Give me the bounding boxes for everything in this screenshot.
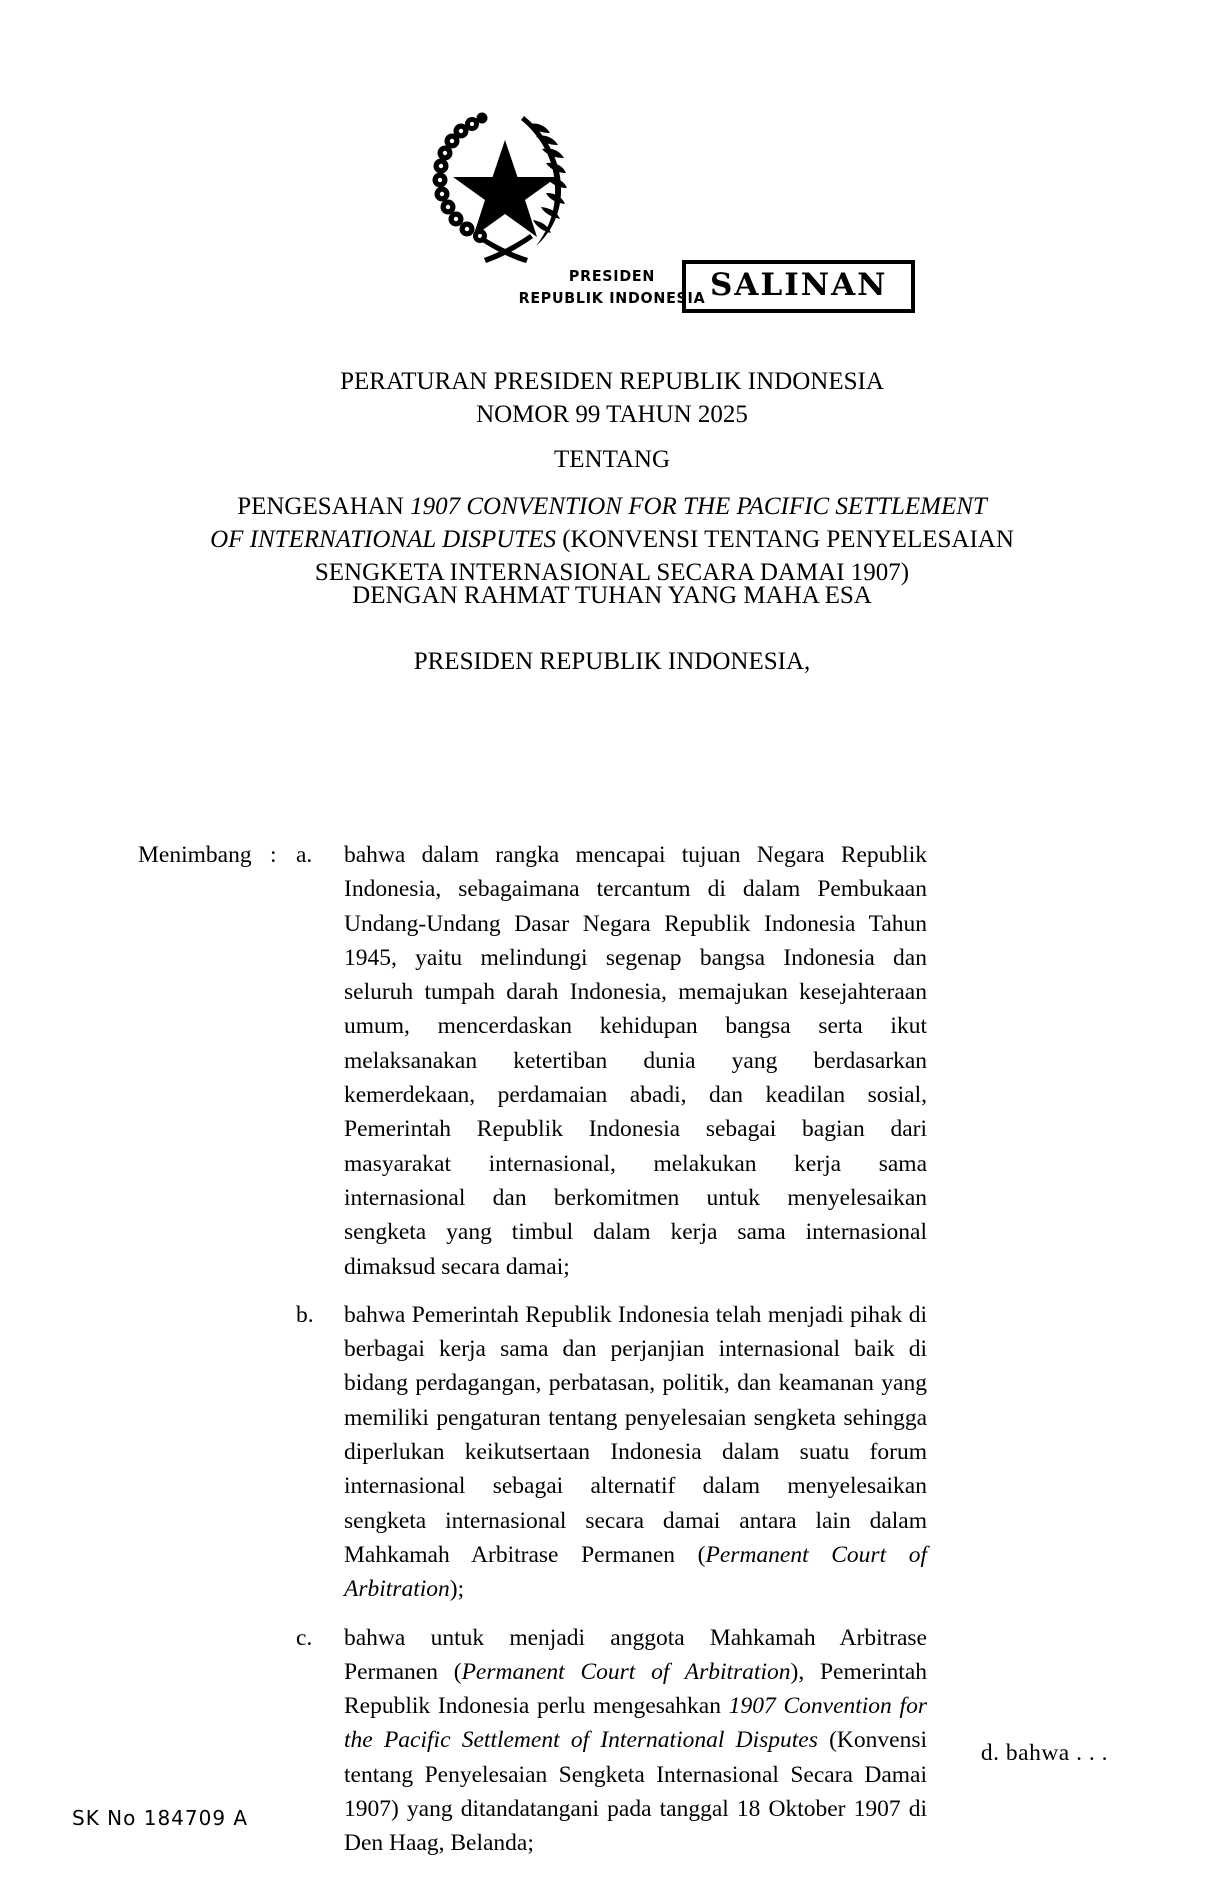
subject-italic-2: OF INTERNATIONAL DISPUTES <box>210 526 556 553</box>
institution-line-2: REPUBLIK INDONESIA <box>518 289 706 308</box>
item-text-a: bahwa dalam rangka mencapai tujuan Negara Republik Indonesia, sebagaimana tercantum di dalam Pembukaan Undang-Undang Dasar Negara Republik Indonesia Tahun 1945, yaitu melindungi segenap bangsa Indonesia dan seluruh tumpah darah Indonesia, memajukan kesejahteraan umum, mencerdaskan kehidupan bangsa serta ikut melaksanakan ketertiban dunia yang berdasarkan kemerdekaan, perdamaian abadi, dan keadilan sosial, Pemerintah Republik Indonesia sebagai bagian dari masyarakat internasional, melakukan kerja sama internasional dan berkomitmen untuk menyelesaikan sengketa yang timbul dalam kerja sama internasional dimaksud secara damai; <box>344 842 927 1280</box>
item-c-italic-2: 1907 Convention for the Pacific Settlement of International Disputes <box>344 1693 927 1754</box>
garuda-star-wreath-emblem-icon <box>420 108 590 268</box>
tentang-line: TENTANG <box>553 446 671 473</box>
item-marker-a: a. <box>296 842 313 868</box>
item-c-part-2: ), Pemerintah Republik Indonesia perlu mengesahkan <box>344 1658 928 1720</box>
continuation-note: d. bahwa . . . <box>980 1740 1108 1766</box>
considerations-section <box>0 838 1224 1861</box>
considerations-label: Menimbang <box>138 842 252 868</box>
subject-rest-2: (KONVENSI TENTANG PENYELESAIAN <box>555 526 1014 553</box>
item-marker-c: c. <box>296 1624 313 1651</box>
item-c-part-1: bahwa untuk menjadi anggota Mahkamah Arbitrase Permanen ( <box>344 1624 927 1685</box>
item-b-italic-1: Permanent Court of Arbitration <box>344 1541 927 1603</box>
salinan-label: SALINAN <box>710 267 888 303</box>
regulation-type-line: PERATURAN PRESIDEN REPUBLIK INDONESIA <box>340 368 884 395</box>
subject-italic-1: 1907 CONVENTION FOR THE PACIFIC SETTLEMENT <box>410 493 987 520</box>
institution-caption <box>49 265 1175 310</box>
sk-footer-code: SK No 184709 A <box>72 1806 249 1830</box>
signatory-title-line: PRESIDEN REPUBLIK INDONESIA, <box>413 647 811 675</box>
consideration-item-b <box>0 1298 1224 1607</box>
consideration-item-a <box>0 838 1224 1284</box>
subject-line-2 <box>112 523 1112 556</box>
invocation-block <box>0 580 1224 678</box>
item-c-part-3: (Konvensi tentang Penyelesaian Sengketa Internasional Secara Damai 1907) yang ditandatangani pada tanggal 18 Oktober 1907 di Den Haag, Belanda; <box>344 1727 927 1857</box>
item-c-italic-1: Permanent Court of Arbitration <box>461 1658 791 1685</box>
invocation-line: DENGAN RAHMAT TUHAN YANG MAHA ESA <box>352 582 872 609</box>
subject-line-3: SENGKETA INTERNASIONAL SECARA DAMAI 1907) <box>314 559 910 586</box>
item-text-b <box>344 1298 927 1607</box>
regulation-number-line: NOMOR 99 TAHUN 2025 <box>476 401 748 428</box>
item-marker-b: b. <box>296 1301 314 1328</box>
item-b-part-2: ); <box>449 1576 465 1603</box>
document-title-block <box>112 365 1112 589</box>
item-b-part-1: bahwa Pemerintah Republik Indonesia telah menjadi pihak di berbagai kerja sama dan perjanjian internasional baik di bidang perdagangan, perbatasan, politik, dan keamanan yang memiliki pengaturan tentang penyelesaian sengketa sehingga diperlukan keikutsertaan Indonesia dalam suatu forum internasional sebagai alternatif dalam menyelesaikan sengketa internasional secara damai antara lain dalam Mahkamah Arbitrase Permanen ( <box>344 1301 927 1568</box>
subject-line-1 <box>112 490 1112 523</box>
institution-line-1: PRESIDEN <box>568 267 656 285</box>
considerations-colon: : <box>270 842 277 868</box>
subject-prefix: PENGESAHAN <box>237 493 411 520</box>
